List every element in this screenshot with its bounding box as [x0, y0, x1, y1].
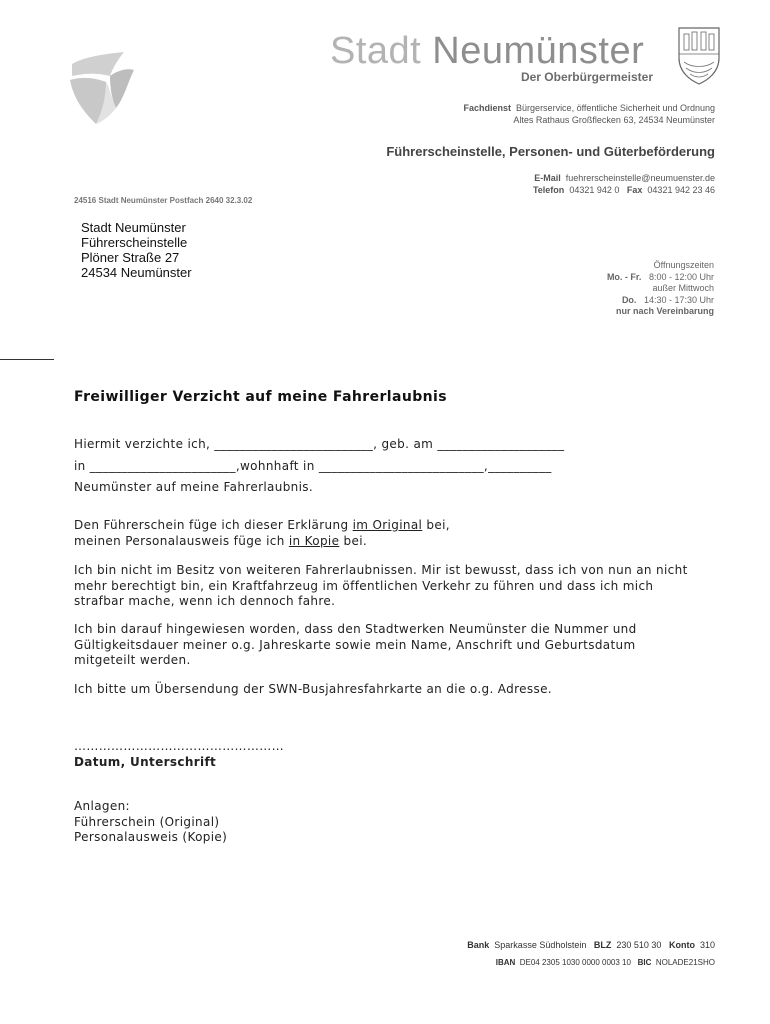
recipient-line: Führerscheinstelle — [81, 235, 188, 250]
paragraph-line: strafbar mache, wenn ich dennoch fahre. — [74, 594, 336, 608]
hours-mofr-label: Mo. - Fr. — [606, 271, 642, 282]
paragraph-data-transfer — [74, 622, 714, 669]
hours-appointment: nur nach Vereinbarung — [615, 306, 714, 316]
email-line — [534, 173, 715, 183]
phone-number: 04321 942 0 — [569, 185, 620, 195]
division-title: Führerscheinstelle, Personen- und Güterbeförderung — [386, 144, 715, 159]
email-label: E-Mail — [534, 173, 561, 183]
hours-title: Öffnungszeiten — [653, 260, 714, 270]
city-crest-icon — [676, 24, 722, 86]
hours-except: außer Mittwoch — [652, 283, 714, 293]
paragraph-line: Gültigkeitsdauer meiner o.g. Jahreskarte sowie mein Name, Anschrift und Geburtsdatum — [74, 637, 636, 652]
declaration-line-3: Neumünster auf meine Fahrerlaubnis. — [74, 480, 314, 494]
paragraph-bus-ticket — [74, 682, 714, 698]
signature-line: …………………………………………… — [74, 739, 284, 753]
hours-mofr — [607, 272, 714, 284]
paragraph-line: mitgeteilt werden. — [74, 653, 191, 667]
iban-label: IBAN — [495, 958, 516, 967]
bic-label: BIC — [637, 958, 652, 967]
sender-text: Stadt Neumünster Postfach 2640 32.3.02 — [98, 196, 253, 205]
iban-value: DE04 2305 1030 0000 0003 10 — [519, 958, 631, 967]
konto-value: 310 — [699, 940, 715, 950]
letter-title: Freiwilliger Verzicht auf meine Fahrerlaubnis — [74, 389, 447, 405]
bank-details — [467, 940, 715, 950]
documents-text: bei. — [339, 533, 368, 548]
blz-value: 230 510 30 — [616, 940, 662, 950]
sender-zip: 24516 — [74, 196, 97, 205]
hours-do-label: Do. — [621, 294, 637, 305]
blz-label: BLZ — [593, 940, 612, 950]
copy-underlined: in Kopie — [288, 533, 340, 548]
hours-do — [607, 295, 714, 307]
fachdienst-label: Fachdienst — [463, 103, 512, 113]
recipient-line: 24534 Neumünster — [81, 265, 192, 280]
attachments-block — [74, 799, 714, 846]
fachdienst-line — [464, 103, 715, 113]
bic-value: NOLADE21SHO — [655, 958, 715, 967]
fold-mark — [0, 359, 54, 360]
paragraph-line: Ich bin nicht im Besitz von weiteren Fahrerlaubnissen. Mir ist bewusst, dass ich von nun an nicht — [74, 563, 688, 577]
recipient-line: Stadt Neumünster — [81, 220, 186, 235]
email-address[interactable]: fuehrerscheinstelle@neumuenster.de — [565, 173, 715, 183]
mayor-title: Der Oberbürgermeister — [520, 70, 653, 84]
sender-return-line — [74, 196, 252, 205]
phone-label: Telefon — [532, 185, 565, 195]
office-address: Altes Rathaus Großflecken 63, 24534 Neumünster — [513, 115, 715, 125]
phone-fax-line — [533, 185, 715, 195]
paragraph-documents — [74, 518, 714, 549]
documents-text: meinen Personalausweis füge ich — [74, 533, 289, 548]
paragraph-no-other-licenses — [74, 563, 714, 610]
documents-line-1 — [74, 518, 714, 534]
paragraph-line: Ich bin darauf hingewiesen worden, dass den Stadtwerken Neumünster die Nummer und — [74, 622, 637, 636]
city-name — [330, 30, 644, 73]
original-underlined: im Original — [352, 518, 423, 532]
fax-number: 04321 942 23 46 — [647, 185, 715, 195]
documents-text: bei, — [422, 518, 450, 532]
recipient-line: Plöner Straße 27 — [81, 250, 180, 265]
documents-text: Den Führerschein füge ich dieser Erklärung — [74, 518, 353, 532]
fax-label: Fax — [626, 185, 643, 195]
city-logo-mark — [66, 46, 136, 126]
fachdienst-text: Bürgerservice, öffentliche Sicherheit und Ordnung — [516, 103, 715, 113]
signature-label: Datum, Unterschrift — [74, 754, 217, 769]
paragraph-declaration — [74, 437, 714, 496]
paragraph-line: Ich bitte um Übersendung der SWN-Busjahresfahrkarte an die o.g. Adresse. — [74, 682, 552, 696]
recipient-address — [81, 220, 192, 280]
paragraph-line: mehr berechtigt bin, ein Kraftfahrzeug im öffentlichen Verkehr zu führen und dass ich mich — [74, 578, 654, 593]
documents-line-2 — [74, 534, 714, 550]
attachments-title: Anlagen: — [74, 799, 130, 813]
iban-details — [496, 958, 715, 967]
hours-do-time: 14:30 - 17:30 Uhr — [643, 294, 714, 305]
opening-hours — [607, 260, 714, 318]
konto-label: Konto — [668, 940, 695, 950]
attachment-item: Führerschein (Original) — [74, 814, 220, 829]
city-name-strong: Neumünster — [432, 30, 645, 72]
declaration-line-1: Hiermit verzichte ich, _________________________, geb. am ____________________ — [74, 437, 565, 451]
declaration-line-2: in _______________________,wohnhaft in __________________________,__________ — [74, 458, 552, 473]
hours-mofr-time: 8:00 - 12:00 Uhr — [648, 271, 714, 282]
bank-name: Sparkasse Südholstein — [494, 940, 587, 950]
signature-block — [74, 739, 714, 770]
city-name-light: Stadt — [330, 30, 422, 72]
bank-label: Bank — [467, 940, 490, 950]
attachment-item: Personalausweis (Kopie) — [74, 830, 228, 844]
